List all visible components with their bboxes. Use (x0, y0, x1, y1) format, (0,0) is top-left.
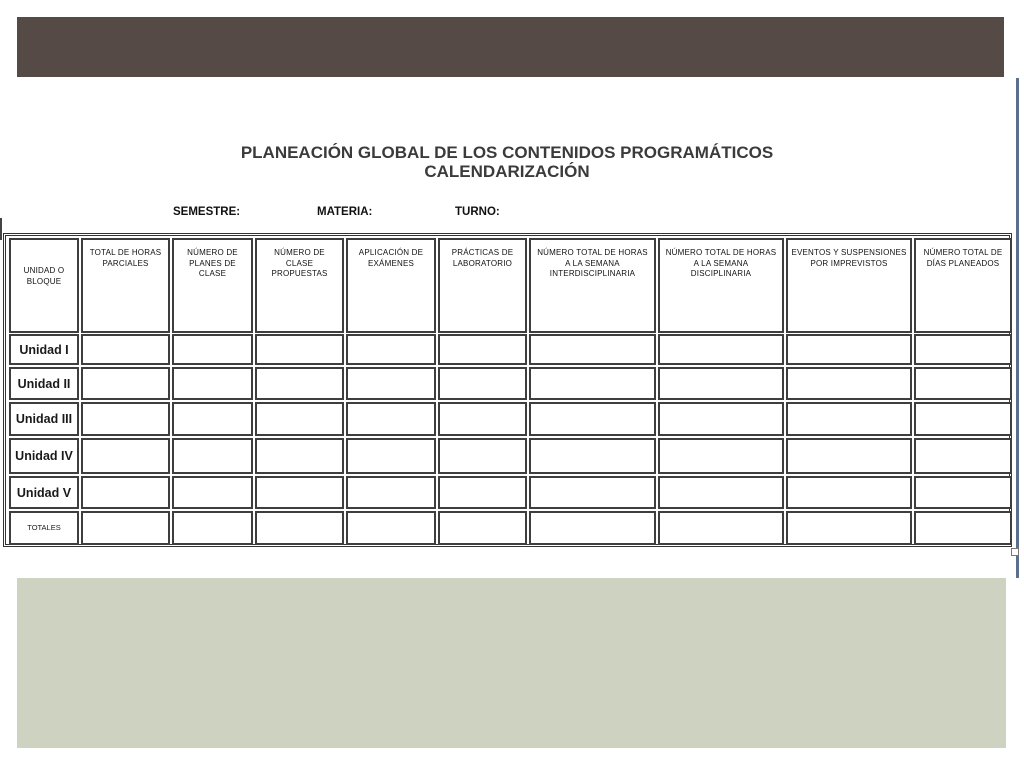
table-cell[interactable] (255, 476, 344, 509)
table-cell[interactable] (346, 367, 436, 400)
table-cell[interactable] (914, 438, 1012, 474)
table-cell[interactable] (255, 438, 344, 474)
column-header: EVENTOS Y SUSPENSIONES POR IMPREVISTOS (786, 238, 912, 333)
table-cell[interactable] (529, 438, 656, 474)
column-header: NÚMERO TOTAL DE HORAS A LA SEMANA INTERDISCIPLINARIA (529, 238, 656, 333)
table-cell[interactable] (438, 367, 527, 400)
column-header: NÚMERO TOTAL DE HORAS A LA SEMANA DISCIPLINARIA (658, 238, 784, 333)
table-cell[interactable] (172, 367, 253, 400)
row-label: Unidad IV (9, 438, 79, 474)
table-cell[interactable] (81, 511, 170, 545)
table-cell[interactable] (346, 334, 436, 365)
table-cell[interactable] (658, 476, 784, 509)
table-cell[interactable] (914, 402, 1012, 436)
table-cell[interactable] (786, 476, 912, 509)
table-cell[interactable] (786, 334, 912, 365)
table-cell[interactable] (658, 438, 784, 474)
table-cell[interactable] (81, 438, 170, 474)
table-cell[interactable] (438, 476, 527, 509)
semestre-label: SEMESTRE: (173, 206, 241, 218)
column-header: NÚMERO DE PLANES DE CLASE (172, 238, 253, 333)
turno-label: TURNO: (455, 206, 500, 218)
table-cell[interactable] (172, 511, 253, 545)
table-cell[interactable] (438, 402, 527, 436)
table-cell[interactable] (658, 367, 784, 400)
row-label: Unidad III (9, 402, 79, 436)
table-cell[interactable] (658, 402, 784, 436)
table-cell[interactable] (81, 402, 170, 436)
table-cell[interactable] (172, 476, 253, 509)
materia-label: MATERIA: (317, 206, 373, 218)
column-header: TOTAL DE HORAS PARCIALES (81, 238, 170, 333)
table-cell[interactable] (346, 402, 436, 436)
row-label: TOTALES (9, 511, 79, 545)
column-header: UNIDAD O BLOQUE (9, 238, 79, 333)
table-cell[interactable] (81, 476, 170, 509)
table-cell[interactable] (658, 511, 784, 545)
table-cell[interactable] (529, 476, 656, 509)
table-cell[interactable] (529, 334, 656, 365)
table-cell[interactable] (172, 438, 253, 474)
table-cell[interactable] (914, 334, 1012, 365)
table-cell[interactable] (529, 367, 656, 400)
table-cell[interactable] (786, 402, 912, 436)
table-cell[interactable] (914, 511, 1012, 545)
table-cell[interactable] (346, 476, 436, 509)
table-cell[interactable] (255, 334, 344, 365)
table-cell[interactable] (914, 476, 1012, 509)
row-label: Unidad I (9, 334, 79, 365)
column-header: PRÁCTICAS DE LABORATORIO (438, 238, 527, 333)
table-cell[interactable] (438, 438, 527, 474)
resize-handle[interactable] (1011, 548, 1019, 556)
column-header: NÚMERO DE CLASE PROPUESTAS (255, 238, 344, 333)
table-cell[interactable] (529, 402, 656, 436)
table-cell[interactable] (255, 402, 344, 436)
table-cell[interactable] (529, 511, 656, 545)
slide-left-tick (0, 218, 2, 240)
title-line-1: PLANEACIÓN GLOBAL DE LOS CONTENIDOS PROGRAMÁTICOS (240, 143, 774, 162)
table-cell[interactable] (786, 438, 912, 474)
table-cell[interactable] (172, 334, 253, 365)
table-cell[interactable] (914, 367, 1012, 400)
table-cell[interactable] (255, 511, 344, 545)
table-cell[interactable] (346, 511, 436, 545)
planning-table (3, 233, 1012, 547)
table-cell[interactable] (81, 367, 170, 400)
footer-band (17, 578, 1006, 748)
column-header: NÚMERO TOTAL DE DÍAS PLANEADOS (914, 238, 1012, 333)
title-line-2: CALENDARIZACIÓN (424, 162, 590, 181)
header-band (17, 17, 1004, 77)
table-cell[interactable] (786, 511, 912, 545)
row-label: Unidad II (9, 367, 79, 400)
row-label: Unidad V (9, 476, 79, 509)
table-cell[interactable] (786, 367, 912, 400)
document-title (200, 143, 814, 181)
table-cell[interactable] (658, 334, 784, 365)
slide-right-rule (1016, 78, 1019, 578)
table-cell[interactable] (438, 511, 527, 545)
table-cell[interactable] (81, 334, 170, 365)
table-cell[interactable] (346, 438, 436, 474)
table-cell[interactable] (255, 367, 344, 400)
table-cell[interactable] (438, 334, 527, 365)
table-cell[interactable] (172, 402, 253, 436)
column-header: APLICACIÓN DE EXÁMENES (346, 238, 436, 333)
